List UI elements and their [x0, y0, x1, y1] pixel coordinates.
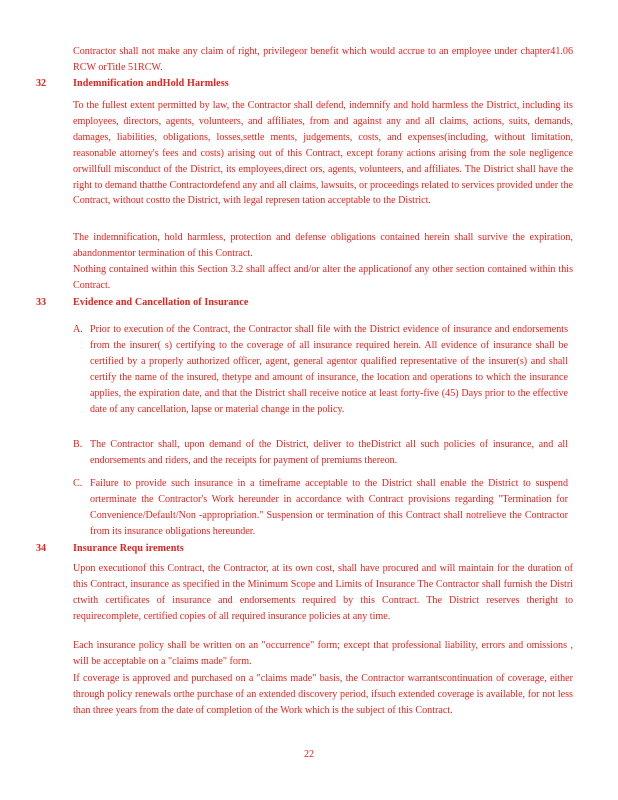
section-3-2-paragraph-1: To the fullest extent permitted by law, the Contractor shall defend, indemnify and hold harmless the District, including its employees, directors, agents, volunteers, and affiliates, from and against any and all claims, actions, suits, demands, damages, liabilities, obligations, losses,settle ments, judgements, costs, and expenses(including, without limitation, reasonable attorney's fees and costs) arising out of this Contract, except forany actions arising from the sole negligence orwillfull misconduct of the District, its employees,direct ors, agents, volunteers, and affiliates. The District shall have the right to demand thatthe Contractordefend any and all claims, lawsuits, or proceedings related to services provided under the Contract, without costto the District, with legal represen tation acceptable to the District. — [73, 100, 573, 207]
section-number: 34 — [36, 543, 47, 554]
section-3-4-paragraph-3: If coverage is approved and purchased on a "claims made" basis, the Contractor warrantscontinuation of coverage, either through policy renewals orthe purchase of an extended discovery period, ifsuch extended coverage is available, for not less than three years from the date of completion of the Work which is the subject of this Contract. — [73, 673, 573, 716]
section-3-2-paragraph-3: Nothing contained within this Section 3.2 shall affect and/or alter the applicationof any other section contained within this Contract. — [73, 264, 573, 291]
list-item-text: The Contractor shall, upon demand of the District, deliver to theDistrict all such policies of insurance, and all endorsements and riders, and the receipts for payment of premiums thereon. — [90, 439, 568, 466]
section-heading-3-2 — [36, 78, 576, 92]
section-title: Indemnification andHold Harmless — [73, 78, 229, 89]
section-number: 33 — [36, 297, 47, 308]
section-heading-3-3 — [36, 297, 576, 311]
section-title: Evidence and Cancellation of Insurance — [73, 297, 249, 308]
page-number: 22 — [303, 749, 315, 760]
list-item-letter: C. — [73, 478, 83, 489]
section-3-4-paragraph-2: Each insurance policy shall be written on an "occurrence" form; except that professional liability, errors and omissions , will be acceptable on a "claims made" form. — [73, 640, 573, 667]
list-item-text: Prior to execution of the Contract, the Contractor shall file with the District evidence of insurance and endorsements from the insurer( s) certifying to the coverage of all insurance required herein. All evidence of insurance shall be certified by a properly authorized officer, agent, general agentor qualified representative of the insurer(s) and shall certify the name of the insured, thetype and amount of insurance, the location and operations to which the insurance applies, the expiration date, and that the District shall receive notice at least forty-five (45) Days prior to the effective date of any cancellation, lapse or material change in the policy. — [90, 324, 568, 415]
section-3-4-paragraph-1: Upon executionof this Contract, the Contractor, at its own cost, shall have procured and will maintain for the duration of this Contract, insurance as specified in the Minimum Scope and Limits of Insurance The Contractor shall furnish the Distri ctwith certificates of insurance and endorsements required by this Contract. The District reserves theright to requirecomplete, certified copies of all required insurance policies at any time. — [73, 563, 573, 622]
list-item-letter: A. — [73, 324, 83, 335]
list-item-text: Failure to provide such insurance in a timeframe acceptable to the District shall enable the District to suspend orterminate the Contractor's Work hereunder in accordance with Contract provisions regarding "Termination for Convenience/Default/Non -appropriation." Suspension or termination of this Contract shall notrelieve the Contractor from its insurance obligations hereunder. — [90, 478, 568, 537]
section-heading-3-4 — [36, 543, 576, 557]
section-title: Insurance Requ irements — [73, 543, 184, 554]
section-3-2-paragraph-2: The indemnification, hold harmless, protection and defense obligations contained herein shall survive the expiration, abandonmentor termination of this Contract. — [73, 232, 573, 259]
intro-paragraph: Contractor shall not make any claim of right, privilegeor benefit which would accrue to an employee under chapter41.06 RCW orTitle 51RCW. — [73, 46, 573, 73]
section-number: 32 — [36, 78, 47, 89]
list-item-letter: B. — [73, 439, 83, 450]
